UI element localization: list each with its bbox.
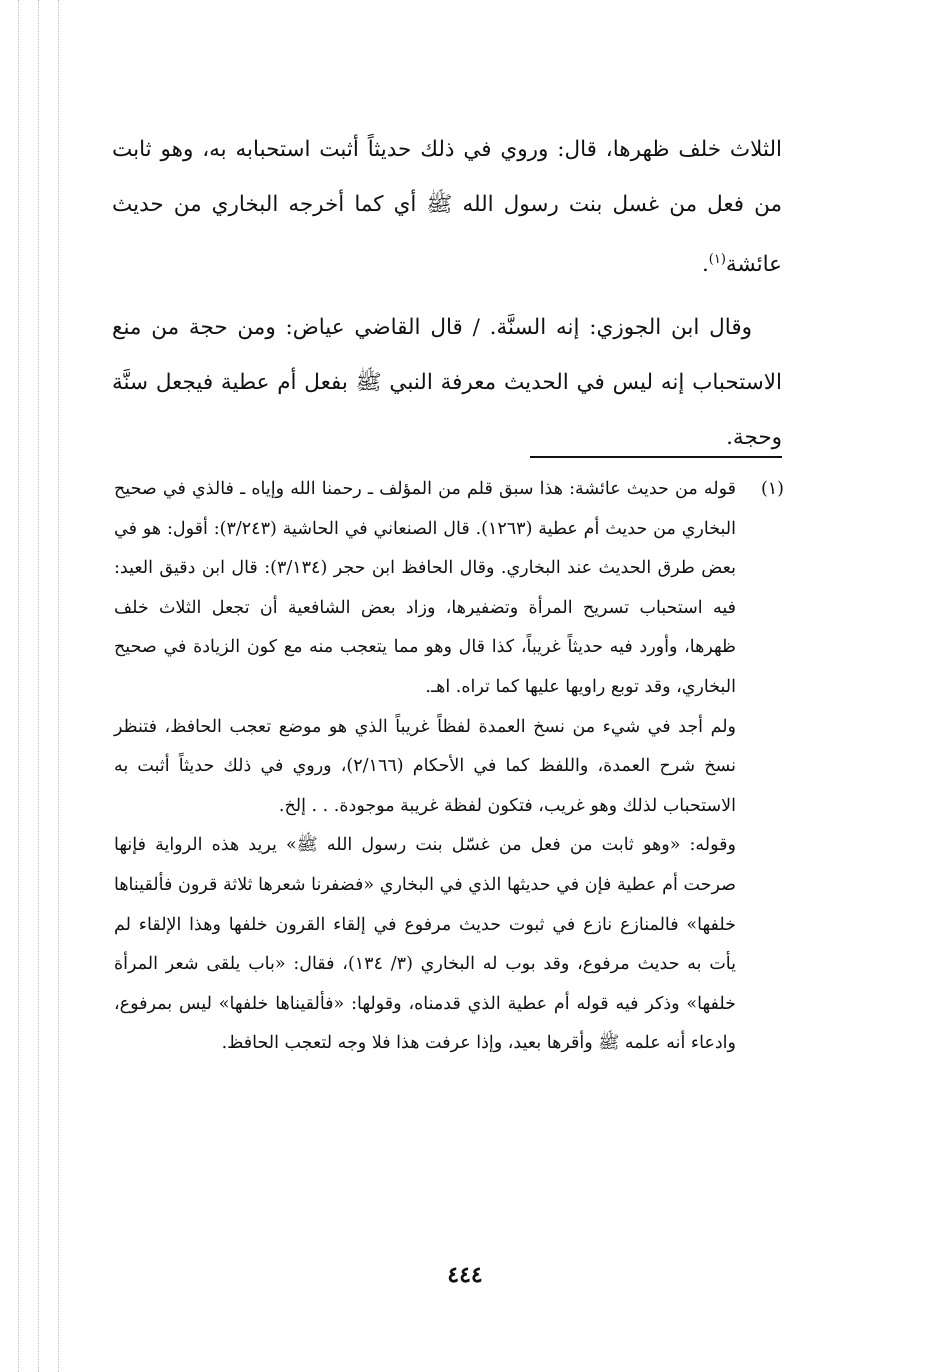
footnote-number: (١)	[760, 479, 784, 499]
body-paragraph-end: .	[701, 252, 709, 278]
footnote-continuation: ولم أجد في شيء من نسخ العمدة لفظاً غريباً الذي هو موضع تعجب الحافظ، فتنظر نسخ شرح العمدة، واللفظ كما في الأحكام (٢/١٦٦)، وروي في ذلك حديثاً أثبت به الاستحباب لذلك وهو غريب، فتكون لفظة غريبة موجودة. . . إلخ.	[114, 716, 736, 816]
footnote-separator	[530, 456, 782, 458]
scan-edge-dots	[38, 0, 39, 1372]
scan-edge-dots	[18, 0, 19, 1372]
footnote-reference: (١)	[708, 252, 726, 267]
body-paragraph-text: الثلاث خلف ظهرها، قال: وروي في ذلك حديثاً أثبت استحبابه به، وهو ثابت من فعل من غسل بنت رسول الله ﷺ أي كما أخرجه البخاري من حديث عائشة	[112, 137, 782, 278]
body-paragraph: وقال ابن الجوزي: إنه السنَّة. / قال القاضي عياض: ومن حجة من منع الاستحباب إنه ليس في الحديث معرفة النبي ﷺ بفعل أم عطية فيجعل سنَّة وحجة.	[112, 315, 782, 451]
footnote-continuation: وقوله: «وهو ثابت من فعل من غسّل بنت رسول الله ﷺ» يريد هذه الرواية فإنها صرحت أم عطية فإن في حديثها الذي في البخاري «فضفرنا شعرها ثلاثة قرون فألقيناها خلفها» فالمنازع نازع في ثبوت حديث مرفوع في إلقاء القرون خلفها وهذا الإلقاء لم يأت به حديث مرفوع، وقد بوب له البخاري (٣/ ١٣٤)، فقال: «باب يلقى شعر المرأة خلفها» وذكر فيه قوله أم عطية الذي قدمناه، وقولها: «فألقيناها خلفها» ليس بمرفوع، وادعاء أنه علمه ﷺ وأقرها بعيد، وإذا عرفت هذا فلا وجه لتعجب الحافظ.	[114, 835, 736, 1054]
page-number: ٤٤٤	[447, 1262, 483, 1288]
footnotes-section	[114, 470, 784, 1064]
main-body-text	[112, 122, 782, 465]
body-paragraph	[112, 122, 782, 292]
scan-edge-dots	[58, 0, 59, 1372]
footnote-text: قوله من حديث عائشة: هذا سبق قلم من المؤلف ـ رحمنا الله وإياه ـ فالذي في صحيح البخاري من حديث أم عطية (١٢٦٣). قال الصنعاني في الحاشية (٣/٢٤٣): أقول: هو في بعض طرق الحديث عند البخاري. وقال الحافظ ابن حجر (٣/١٣٤): قال ابن دقيق العيد: فيه استحباب تسريح المرأة وتضفيرها، وزاد بعض الشافعية أن تجعل الثلاث خلف ظهرها، وأورد فيه حديثاً غريباً، كذا قال وهو مما يتعجب منه مع كون الزيادة في صحيح البخاري، وقد توبع راويها عليها كما تراه. اهـ.	[114, 479, 736, 697]
footnote	[114, 470, 784, 708]
